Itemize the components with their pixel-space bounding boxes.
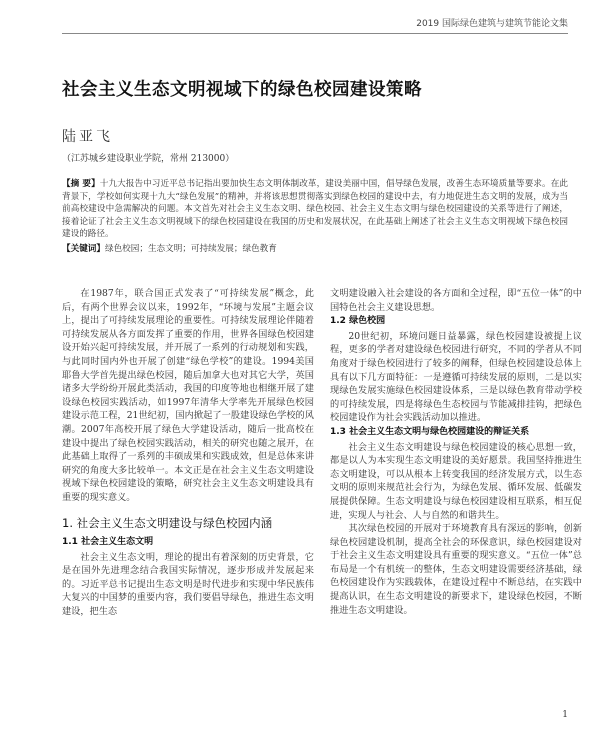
subsection-1-1-title: 1.1 社会主义生态文明: [62, 537, 154, 548]
right-column: [330, 287, 582, 619]
continued-paragraph: 文明建设融入社会建设的各方面和全过程，即“五位一体”的中国特色社会主义建设思想。: [330, 288, 582, 313]
author-name: 陆亚飞: [62, 129, 113, 145]
intro-paragraph: 在1987年，联合国正式发表了“可持续发展”概念，此后，有两个世界会议以来，1992年，“环境与发展”主题会议上，提出了可持续发展理论的重要性。可持续发展理论伴随着可持续发展从各方面发挥了重要的作用，世界各国绿色校园建设开始兴起可持续发展，并开展了一系列的行动规划和实践，与此同时国内外也开展了创建“绿色学校”的建设。1994美国耶鲁大学首先提出绿色校园，随后加拿大也对其它大学，英国诸多大学纷纷开展此类活动，我国的印度等地也相继开展了建设绿色校园实践活动，如1997年清华大学率先开展绿色校园建设示范工程，21世纪初，国内掀起了一股建设绿色学校的风潮。2007年高校开展了绿色大学建设活动，随后一批高校在建设中提出了绿色校园实践活动，相关的研究也随之展开，在此基础上取得了一系列的丰硕成果和实践成效，但是总体来讲研究的角度大多比较单一。本文正是在社会主义生态文明建设视域下绿色校园建设的策略，研究社会主义生态文明建设具有重要的现实意义。: [62, 288, 314, 503]
body-columns: [62, 287, 582, 619]
keywords-label: 【关键词】: [62, 243, 105, 254]
author-affiliation: （江苏城乡建设职业学院，常州 213000）: [62, 154, 235, 164]
left-column: [62, 287, 314, 619]
subsection-1-1-text: 社会主义生态文明，理论的提出有着深刻的历史背景，它是在国外先进理念结合我国实际情况，逐步形成并发展起来的。习近平总书记提出生态文明是时代进步和实现中华民族伟大复兴的中国梦的重要内容，我们要倡导绿色，推进生态文明建设，把生态: [62, 551, 314, 618]
keywords: [62, 243, 568, 256]
keywords-text: 绿色校园；生态文明；可持续发展；绿色教育: [104, 243, 277, 254]
abstract-block: [62, 178, 568, 255]
section-1-title: 1. 社会主义生态文明建设与绿色校园内涵: [62, 515, 273, 530]
subsection-1-3-text-2: 其次绿色校园的开展对于环境教育具有深远的影响，创新绿色校园建设机制，提高全社会的环保意识，绿色校园建设对于社会主义生态文明建设具有重要的现实意义。“五位一体”总布局是一个有机统一的整体，生态文明建设需要经济基础，绿色校园建设作为实践载体，在建设过程中不断总结，在实践中提高认识，在生态文明建设的新要求下，建设绿色校园，不断推进生态文明建设。: [330, 523, 582, 616]
abstract-text: 十九大报告中习近平总书记指出要加快生态文明体制改革，建设美丽中国，倡导绿色发展，改善生态环境质量等要求。在此背景下，学校如何实现十九大“绿色发展”的精神，并将该思想贯彻落实到绿色校园的建设中去，有力地促进生态文明的发展，成为当前高校建设中急需解决的问题。本文首先对社会主义生态文明、绿色校园、社会主义生态文明与绿色校园建设的关系等进行了阐述，接着论证了社会主义生态文明视域下的绿色校园建设在我国的历史和发展状况，在此基础上阐述了社会主义生态文明视域下绿色校园建设的路径。: [62, 179, 568, 239]
header-rule: [62, 33, 568, 34]
subsection-1-3-text: 社会主义生态文明建设与绿色校园建设的核心思想一致，都是以人为本实现生态文明建设的美好愿景。我国坚持推进生态文明建设，可以从根本上转变我国的经济发展方式，以生态文明的原则来规范社会行为，为绿色发展、循环发展、低碳发展提供保障。生态文明建设与绿色校园建设相互联系，相互促进，实现人与社会、人与自然的和谐共生。: [330, 441, 582, 521]
subsection-1-3-title: 1.3 社会主义生态文明与绿色校园建设的辩证关系: [330, 426, 530, 437]
abstract-label: 【摘 要】: [62, 179, 100, 189]
paper-title: 社会主义生态文明视域下的绿色校园建设策略: [62, 80, 422, 100]
subsection-1-2-text: 20世纪初，环境问题日益暴露，绿色校园建设被提上议程，更多的学者对建设绿色校园进行研究，不同的学者从不同角度对于绿色校园进行了较多的阐释，但绿色校园建设总体上具有以下几方面特征：一是遵循可持续发展的原则，二是以实现绿色发展实施绿色校园建设体系，三是以绿色教育带动学校的可持续发展，四是将绿色生态校园与节能减排挂钩，把绿色校园建设作为社会实践活动加以推进。: [330, 330, 582, 424]
running-head: 2019 国际绿色建筑与建筑节能论文集: [416, 19, 568, 29]
subsection-1-2-title: 1.2 绿色校园: [330, 316, 386, 327]
abstract: [62, 178, 568, 241]
page-number: 1: [562, 710, 568, 720]
